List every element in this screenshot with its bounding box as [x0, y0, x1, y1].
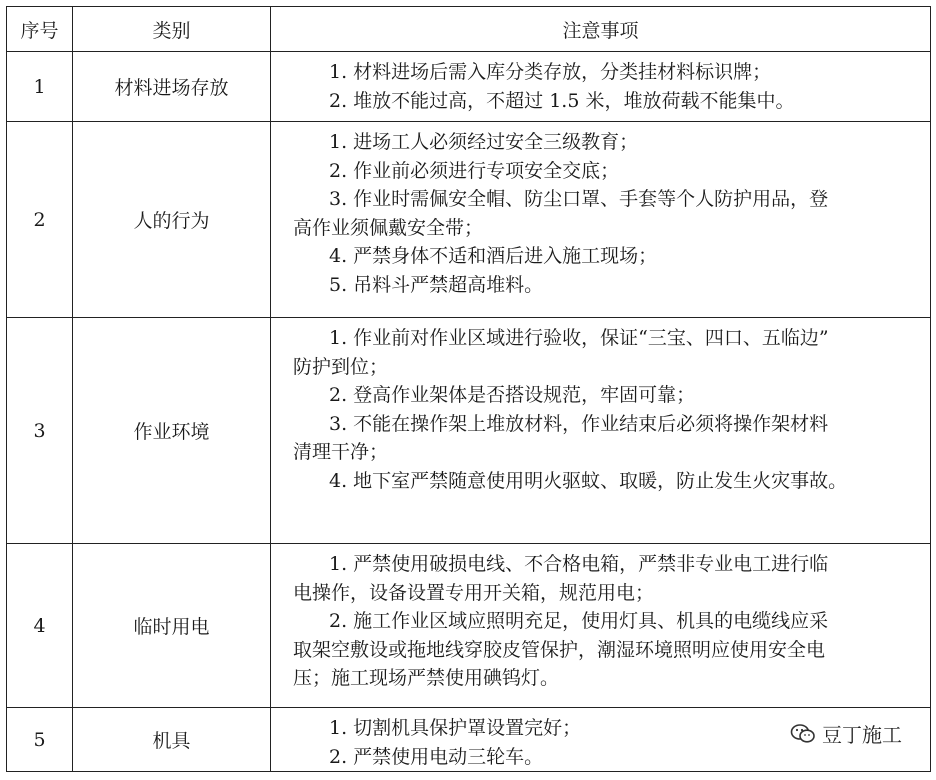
note-line: 取架空敷设或拖地线穿胶皮管保护，潮湿环境照明应使用安全电: [293, 638, 826, 661]
note-line: 电操作，设备设置专用开关箱，规范用电；: [293, 581, 655, 604]
note-line: 1. 严禁使用破损电线、不合格电箱，严禁非专业电工进行临: [329, 553, 829, 575]
note-line: 防护到位；: [293, 355, 389, 378]
row-category: 机具: [73, 708, 271, 772]
note-line: 4. 地下室严禁随意使用明火驱蚊、取暖，防止发生火灾事故。: [329, 469, 848, 492]
note-line: 4. 严禁身体不适和酒后进入施工现场；: [329, 245, 658, 268]
table-row: [7, 318, 931, 544]
header-row: [7, 7, 931, 52]
note-line: 高作业须佩戴安全带；: [293, 216, 484, 239]
watermark-text: 豆丁施工: [822, 723, 902, 747]
row-category: 临时用电: [73, 544, 271, 708]
note-line: 1. 切割机具保护罩设置完好；: [329, 717, 582, 739]
row-number: 1: [7, 52, 73, 122]
note-line: 2. 堆放不能过高，不超过 1.5 米，堆放荷载不能集中。: [329, 89, 795, 112]
note-line: 2. 施工作业区域应照明充足，使用灯具、机具的电缆线应采: [329, 610, 829, 633]
note-line: 压；施工现场严禁使用碘钨灯。: [293, 667, 560, 690]
row-category: 材料进场存放: [73, 52, 271, 122]
row-notes: [271, 318, 931, 544]
header-category: 类别: [73, 7, 271, 52]
wechat-icon: [790, 723, 816, 745]
row-number: 5: [7, 708, 73, 772]
note-line: 2. 登高作业架体是否搭设规范，牢固可靠；: [329, 384, 696, 407]
row-category: 作业环境: [73, 318, 271, 544]
note-line: 1. 进场工人必须经过安全三级教育；: [329, 131, 639, 153]
note-line: 3. 不能在操作架上堆放材料，作业结束后必须将操作架材料: [329, 412, 829, 435]
row-number: 2: [7, 122, 73, 318]
header-number: 序号: [7, 7, 73, 52]
row-notes: [271, 52, 931, 122]
note-line: 1. 材料进场后需入库分类存放，分类挂材料标识牌；: [329, 61, 772, 83]
watermark: [786, 719, 906, 748]
row-number: 3: [7, 318, 73, 544]
note-line: 清理干净；: [293, 441, 389, 464]
note-line: 5. 吊料斗严禁超高堆料。: [329, 273, 544, 296]
row-category: 人的行为: [73, 122, 271, 318]
header-notes: 注意事项: [271, 7, 931, 52]
table-row: [7, 122, 931, 318]
safety-notes-table: [6, 6, 931, 772]
row-number: 4: [7, 544, 73, 708]
row-notes: [271, 122, 931, 318]
row-notes: [271, 544, 931, 708]
table-row: [7, 52, 931, 122]
note-line: 1. 作业前对作业区域进行验收，保证“三宝、四口、五临边”: [329, 327, 829, 349]
table-row: [7, 544, 931, 708]
note-line: 2. 作业前必须进行专项安全交底；: [329, 159, 620, 182]
note-line: 2. 严禁使用电动三轮车。: [329, 745, 544, 768]
note-line: 3. 作业时需佩安全帽、防尘口罩、手套等个人防护用品，登: [329, 188, 829, 211]
